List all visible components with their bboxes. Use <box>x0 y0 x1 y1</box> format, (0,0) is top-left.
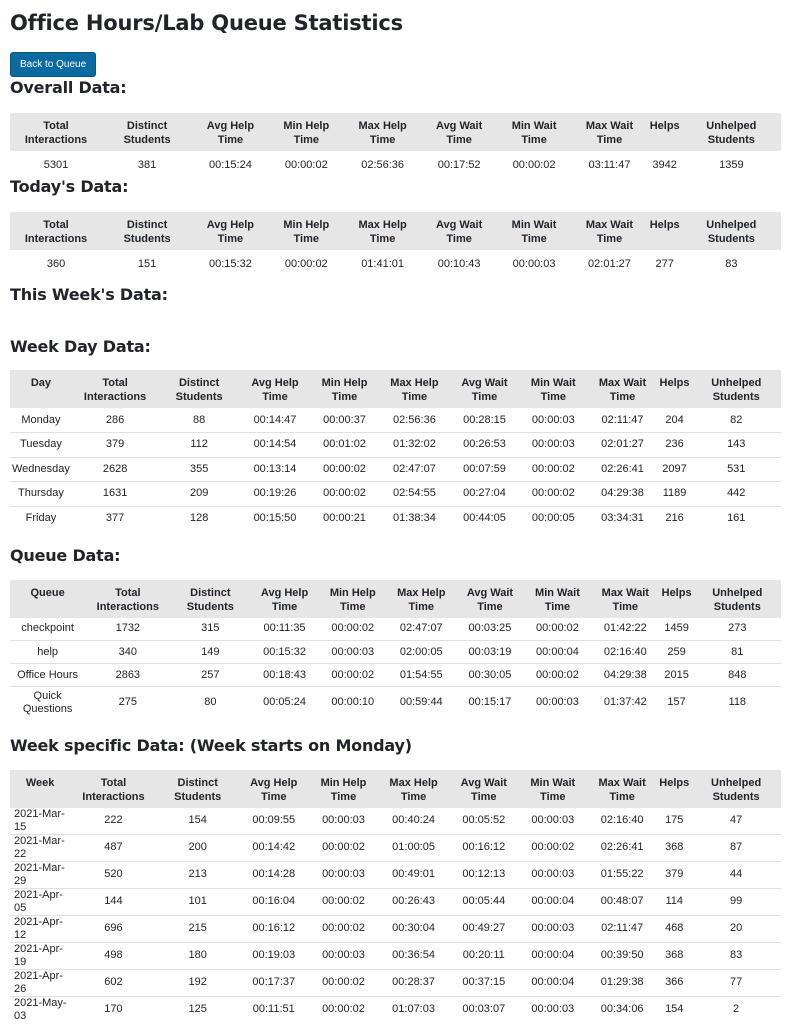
table-cell: 00:17:37 <box>239 969 309 996</box>
table-cell: 00:00:03 <box>519 433 587 458</box>
table-cell: 222 <box>104 814 123 826</box>
table-cell: 149 <box>170 641 250 664</box>
table-cell: 2021-May-03 <box>10 996 70 1023</box>
overall-heading: Overall Data: <box>10 78 127 97</box>
table-cell: 00:16:04 <box>239 888 309 915</box>
table-cell: 00:03:25 <box>468 622 512 635</box>
this-week-heading: This Week's Data: <box>10 285 168 304</box>
table-cell: 340 <box>85 641 170 664</box>
table-cell: 00:00:02 <box>284 257 328 270</box>
table-cell: 00:14:28 <box>239 861 309 888</box>
table-cell: 144 <box>70 888 157 915</box>
table-cell: 154 <box>657 996 691 1023</box>
column-header: Unhelped Students <box>694 580 781 618</box>
table-cell: 360 <box>46 257 66 270</box>
table-cell: 83 <box>691 942 781 969</box>
table-cell: 2021-Apr-05 <box>10 888 70 915</box>
column-header: Min Help Time <box>319 580 387 618</box>
week-specific-table <box>10 770 781 1023</box>
table-cell: 00:19:26 <box>240 482 310 507</box>
table-cell: 00:00:04 <box>519 969 587 996</box>
table-cell: 00:00:02 <box>519 457 587 482</box>
column-header: Avg Wait Time <box>421 113 497 151</box>
column-header: Max Wait Time <box>571 212 648 250</box>
table-cell: 520 <box>70 861 157 888</box>
table-cell: 00:30:04 <box>378 915 449 942</box>
table-cell: 00:00:02 <box>319 664 387 687</box>
table-cell: 143 <box>692 433 782 458</box>
table-cell: 204 <box>665 413 684 426</box>
table-cell: 213 <box>157 861 239 888</box>
weekday-heading: Week Day Data: <box>10 337 151 356</box>
table-cell: 192 <box>157 969 239 996</box>
table-row <box>10 808 781 835</box>
table-cell: 80 <box>170 687 250 719</box>
table-row <box>10 433 781 458</box>
column-header: Min Wait Time <box>497 113 571 151</box>
table-cell: 47 <box>729 814 743 826</box>
column-header: Queue <box>10 580 85 618</box>
table-cell: 151 <box>137 257 157 270</box>
table-cell: 2021-Mar-15 <box>14 807 65 833</box>
queue-heading: Queue Data: <box>10 545 121 565</box>
table-cell: 02:01:27 <box>587 433 657 458</box>
back-button[interactable]: Back to Queue <box>10 52 96 77</box>
table-cell: Office Hours <box>10 664 85 687</box>
table-cell: 00:09:55 <box>252 814 296 826</box>
table-cell: 00:28:15 <box>463 413 506 426</box>
table-cell: 00:01:02 <box>310 433 379 458</box>
table-cell: 01:32:02 <box>379 433 450 458</box>
table-cell: Monday <box>21 413 61 426</box>
table-cell: Tuesday <box>10 433 72 458</box>
table-cell: 468 <box>657 915 691 942</box>
table-cell: 00:00:02 <box>284 158 328 171</box>
column-header: Max Help Time <box>378 770 449 808</box>
column-header: Avg Help Time <box>250 580 319 618</box>
table-cell: 02:47:07 <box>379 457 450 482</box>
table-cell: 368 <box>657 942 691 969</box>
table-cell: help <box>10 641 85 664</box>
table-cell: 00:00:21 <box>310 506 379 531</box>
table-cell: 02:54:55 <box>379 482 450 507</box>
table-row <box>10 250 781 276</box>
table-cell: 602 <box>70 969 157 996</box>
table-cell: 04:29:38 <box>591 664 660 687</box>
table-cell: 00:16:12 <box>239 915 309 942</box>
table-cell: 00:37:15 <box>449 969 519 996</box>
queue-table <box>10 580 781 719</box>
table-cell: 498 <box>70 942 157 969</box>
column-header: Week <box>10 770 70 808</box>
table-cell: 531 <box>692 457 782 482</box>
table-cell: 00:39:50 <box>587 942 657 969</box>
table-cell: 00:28:37 <box>378 969 449 996</box>
table-cell: 236 <box>658 433 692 458</box>
column-header: Avg Wait Time <box>421 212 497 250</box>
table-cell: 02:16:40 <box>600 814 644 826</box>
column-header: Avg Help Time <box>192 113 269 151</box>
table-cell: 2021-Apr-19 <box>10 942 70 969</box>
week-specific-heading: Week specific Data: (Week starts on Monday) <box>10 735 412 755</box>
table-cell: 00:15:32 <box>208 257 252 270</box>
table-cell: 366 <box>657 969 691 996</box>
column-header: Unhelped Students <box>682 212 781 250</box>
table-cell: 00:00:03 <box>531 413 575 426</box>
table-cell: 128 <box>158 506 240 531</box>
table-cell: 00:49:01 <box>378 861 449 888</box>
table-cell: 00:11:51 <box>239 996 309 1023</box>
table-cell: 02:11:47 <box>601 413 644 426</box>
table-cell: 02:47:07 <box>399 622 443 635</box>
table-cell: 00:00:02 <box>310 457 379 482</box>
today-heading: Today's Data: <box>10 177 129 196</box>
table-cell: 00:12:13 <box>449 861 519 888</box>
table-cell: 1631 <box>72 482 158 507</box>
column-header: Unhelped Students <box>692 370 782 408</box>
table-cell: 216 <box>658 506 692 531</box>
table-cell: 355 <box>158 457 240 482</box>
table-cell: Friday <box>10 506 72 531</box>
column-header: Min Wait Time <box>524 580 591 618</box>
table-cell: 00:40:24 <box>392 814 435 826</box>
column-header: Distinct Students <box>102 212 192 250</box>
table-cell: 01:07:03 <box>378 996 449 1023</box>
table-cell: 00:14:42 <box>239 834 309 861</box>
column-header: Distinct Students <box>170 580 250 618</box>
column-header: Total Interactions <box>10 113 102 151</box>
table-cell: 00:00:02 <box>524 664 591 687</box>
table-cell: 1189 <box>658 482 692 507</box>
overall-table <box>10 113 781 175</box>
table-row <box>10 482 781 507</box>
table-cell: 00:19:03 <box>239 942 309 969</box>
table-cell: 99 <box>691 888 781 915</box>
table-row <box>10 888 781 915</box>
table-cell: 848 <box>694 664 781 687</box>
column-header: Max Wait Time <box>587 370 657 408</box>
table-cell: 00:00:04 <box>524 641 591 664</box>
table-cell: 00:11:35 <box>263 622 306 635</box>
table-cell: 1359 <box>719 158 744 171</box>
table-cell: 257 <box>170 664 250 687</box>
table-cell: 00:00:02 <box>536 622 579 635</box>
table-cell: 118 <box>694 687 781 719</box>
table-cell: 377 <box>72 506 158 531</box>
table-cell: 00:00:02 <box>309 888 378 915</box>
table-cell: 2015 <box>660 664 694 687</box>
column-header: Helps <box>658 370 692 408</box>
table-cell: 112 <box>158 433 240 458</box>
table-cell: 88 <box>193 413 206 426</box>
column-header: Min Help Time <box>269 113 344 151</box>
column-header: Helps <box>648 113 682 151</box>
table-cell: 154 <box>188 814 207 826</box>
column-header: Avg Help Time <box>240 370 310 408</box>
table-cell: 81 <box>694 641 781 664</box>
table-cell: 02:26:41 <box>587 834 657 861</box>
table-cell: 379 <box>657 861 691 888</box>
table-cell: 00:34:06 <box>587 996 657 1023</box>
column-header: Distinct Students <box>102 113 192 151</box>
table-cell: 77 <box>691 969 781 996</box>
table-cell: 00:00:02 <box>309 834 378 861</box>
table-cell: 175 <box>665 814 684 826</box>
table-cell: 00:05:24 <box>250 687 319 719</box>
column-header: Avg Wait Time <box>450 370 519 408</box>
column-header: Max Wait Time <box>591 580 660 618</box>
table-cell: 00:00:03 <box>519 996 587 1023</box>
table-cell: 00:30:05 <box>456 664 524 687</box>
table-cell: 2097 <box>658 457 692 482</box>
table-cell: 00:00:02 <box>512 158 556 171</box>
table-cell: 00:15:32 <box>250 641 319 664</box>
table-cell: 82 <box>730 413 743 426</box>
table-cell: 2 <box>691 996 781 1023</box>
table-cell: 00:00:03 <box>319 641 387 664</box>
table-cell: 00:15:17 <box>456 687 524 719</box>
weekday-table <box>10 370 781 531</box>
today-table <box>10 212 781 276</box>
column-header: Min Wait Time <box>497 212 571 250</box>
table-cell: 00:00:03 <box>309 861 378 888</box>
table-cell: 00:27:04 <box>450 482 519 507</box>
table-cell: 2021-Apr-26 <box>10 969 70 996</box>
table-cell: 2021-Apr-12 <box>10 915 70 942</box>
table-cell: 00:15:50 <box>240 506 310 531</box>
column-header: Max Help Time <box>387 580 456 618</box>
column-header: Max Wait Time <box>587 770 657 808</box>
table-cell: 00:26:43 <box>378 888 449 915</box>
table-cell: 1459 <box>664 622 689 635</box>
column-header: Total Interactions <box>70 770 157 808</box>
table-cell: 315 <box>201 622 220 635</box>
column-header: Unhelped Students <box>682 113 781 151</box>
table-cell: 00:00:02 <box>309 969 378 996</box>
table-row <box>10 618 781 641</box>
table-cell: 00:49:27 <box>449 915 519 942</box>
table-cell: 00:00:03 <box>512 257 556 270</box>
column-header: Day <box>10 370 72 408</box>
table-cell: 01:42:22 <box>603 622 647 635</box>
column-header: Min Help Time <box>269 212 344 250</box>
column-header: Distinct Students <box>157 770 239 808</box>
table-cell: 01:38:34 <box>379 506 450 531</box>
table-cell: 381 <box>137 158 157 171</box>
column-header: Distinct Students <box>158 370 240 408</box>
table-cell: 00:00:05 <box>519 506 587 531</box>
table-cell: 170 <box>70 996 157 1023</box>
column-header: Helps <box>657 770 691 808</box>
table-cell: 00:07:59 <box>450 457 519 482</box>
column-header: Avg Help Time <box>192 212 269 250</box>
table-cell: 00:26:53 <box>450 433 519 458</box>
table-cell: 180 <box>157 942 239 969</box>
table-cell: 157 <box>660 687 694 719</box>
table-cell: 00:14:47 <box>253 413 297 426</box>
table-cell: 368 <box>657 834 691 861</box>
table-cell: Quick Questions <box>10 687 85 719</box>
table-row <box>10 834 781 861</box>
column-header: Min Help Time <box>310 370 379 408</box>
table-cell: 02:01:27 <box>588 257 631 270</box>
table-cell: 3942 <box>652 158 677 171</box>
table-cell: 00:59:44 <box>387 687 456 719</box>
table-cell: 00:36:54 <box>378 942 449 969</box>
table-cell: 01:55:22 <box>587 861 657 888</box>
table-cell: 00:00:04 <box>519 888 587 915</box>
table-cell: Wednesday <box>10 457 72 482</box>
column-header: Max Help Time <box>379 370 450 408</box>
table-cell: 487 <box>70 834 157 861</box>
table-cell: 04:29:38 <box>587 482 657 507</box>
table-cell: 00:05:52 <box>462 814 506 826</box>
table-cell: 5301 <box>43 158 69 171</box>
table-cell: 00:00:03 <box>309 942 378 969</box>
table-cell: 00:00:37 <box>323 413 366 426</box>
column-header: Max Help Time <box>344 113 421 151</box>
table-cell: 00:00:02 <box>331 622 375 635</box>
table-cell: 00:00:04 <box>519 942 587 969</box>
table-cell: 00:05:44 <box>449 888 519 915</box>
table-row <box>10 641 781 664</box>
table-cell: 114 <box>657 888 691 915</box>
table-cell: Thursday <box>10 482 72 507</box>
column-header: Max Wait Time <box>571 113 647 151</box>
table-row <box>10 506 781 531</box>
column-header: Helps <box>660 580 694 618</box>
table-cell: 00:00:02 <box>310 482 379 507</box>
table-cell: 02:16:40 <box>591 641 660 664</box>
table-cell: 215 <box>157 915 239 942</box>
table-cell: 696 <box>70 915 157 942</box>
column-header: Min Help Time <box>309 770 378 808</box>
table-row <box>10 457 781 482</box>
table-cell: checkpoint <box>21 622 74 635</box>
table-cell: 02:11:47 <box>587 915 657 942</box>
table-cell: 02:26:41 <box>587 457 657 482</box>
column-header: Max Help Time <box>344 212 421 250</box>
table-cell: 00:00:03 <box>322 814 365 826</box>
column-header: Unhelped Students <box>691 770 781 808</box>
table-cell: 275 <box>85 687 170 719</box>
table-cell: 277 <box>655 257 674 270</box>
table-row <box>10 915 781 942</box>
table-cell: 00:48:07 <box>587 888 657 915</box>
table-row <box>10 151 781 175</box>
table-row <box>10 664 781 687</box>
table-cell: 2628 <box>72 457 158 482</box>
table-cell: 00:13:14 <box>240 457 310 482</box>
table-row <box>10 861 781 888</box>
table-cell: 00:03:19 <box>456 641 524 664</box>
table-cell: 125 <box>157 996 239 1023</box>
table-cell: 00:00:02 <box>519 834 587 861</box>
table-cell: 2863 <box>85 664 170 687</box>
table-cell: 286 <box>105 413 125 426</box>
table-cell: 01:54:55 <box>387 664 456 687</box>
table-cell: 00:18:43 <box>250 664 319 687</box>
table-cell: 00:00:02 <box>309 996 378 1023</box>
table-cell: 00:00:02 <box>309 915 378 942</box>
table-cell: 83 <box>725 257 738 270</box>
table-row <box>10 408 781 433</box>
column-header: Min Wait Time <box>519 370 587 408</box>
column-header: Min Wait Time <box>519 770 587 808</box>
table-cell: 03:11:47 <box>588 158 631 171</box>
table-cell: 01:00:05 <box>378 834 449 861</box>
table-cell: 2021-Mar-22 <box>10 834 70 861</box>
table-cell: 00:16:12 <box>449 834 519 861</box>
column-header: Avg Help Time <box>239 770 309 808</box>
table-cell: 00:10:43 <box>437 257 481 270</box>
table-cell: 442 <box>692 482 782 507</box>
table-cell: 209 <box>158 482 240 507</box>
column-header: Avg Wait Time <box>456 580 524 618</box>
table-cell: 273 <box>728 622 747 635</box>
table-cell: 00:14:54 <box>240 433 310 458</box>
table-cell: 00:00:03 <box>524 687 591 719</box>
table-row <box>10 996 781 1023</box>
table-cell: 101 <box>157 888 239 915</box>
table-cell: 00:00:03 <box>519 861 587 888</box>
table-cell: 44 <box>691 861 781 888</box>
table-cell: 00:00:10 <box>319 687 387 719</box>
table-row <box>10 687 781 719</box>
table-cell: 00:00:03 <box>531 814 575 826</box>
column-header: Total Interactions <box>85 580 170 618</box>
column-header: Avg Wait Time <box>449 770 519 808</box>
table-cell: 00:20:11 <box>449 942 519 969</box>
table-cell: 02:56:36 <box>393 413 436 426</box>
table-cell: 161 <box>692 506 782 531</box>
table-row <box>10 942 781 969</box>
table-cell: 200 <box>157 834 239 861</box>
table-cell: 02:00:05 <box>387 641 456 664</box>
table-row <box>10 969 781 996</box>
table-cell: 259 <box>660 641 694 664</box>
page-title: Office Hours/Lab Queue Statistics <box>10 11 403 35</box>
table-cell: 00:44:05 <box>450 506 519 531</box>
column-header: Total Interactions <box>72 370 158 408</box>
table-cell: 01:37:42 <box>591 687 660 719</box>
table-cell: 20 <box>691 915 781 942</box>
table-cell: 00:17:52 <box>437 158 481 171</box>
table-cell: 87 <box>691 834 781 861</box>
table-cell: 00:15:24 <box>209 158 252 171</box>
table-cell: 2021-Mar-29 <box>10 861 70 888</box>
table-cell: 03:34:31 <box>587 506 657 531</box>
column-header: Total Interactions <box>10 212 102 250</box>
table-cell: 00:00:02 <box>519 482 587 507</box>
table-cell: 00:00:03 <box>519 915 587 942</box>
table-cell: 01:41:01 <box>361 257 405 270</box>
table-cell: 00:03:07 <box>449 996 519 1023</box>
table-cell: 01:29:38 <box>587 969 657 996</box>
table-cell: 02:56:36 <box>361 158 405 171</box>
table-cell: 379 <box>72 433 158 458</box>
table-cell: 1732 <box>115 622 141 635</box>
column-header: Helps <box>648 212 682 250</box>
